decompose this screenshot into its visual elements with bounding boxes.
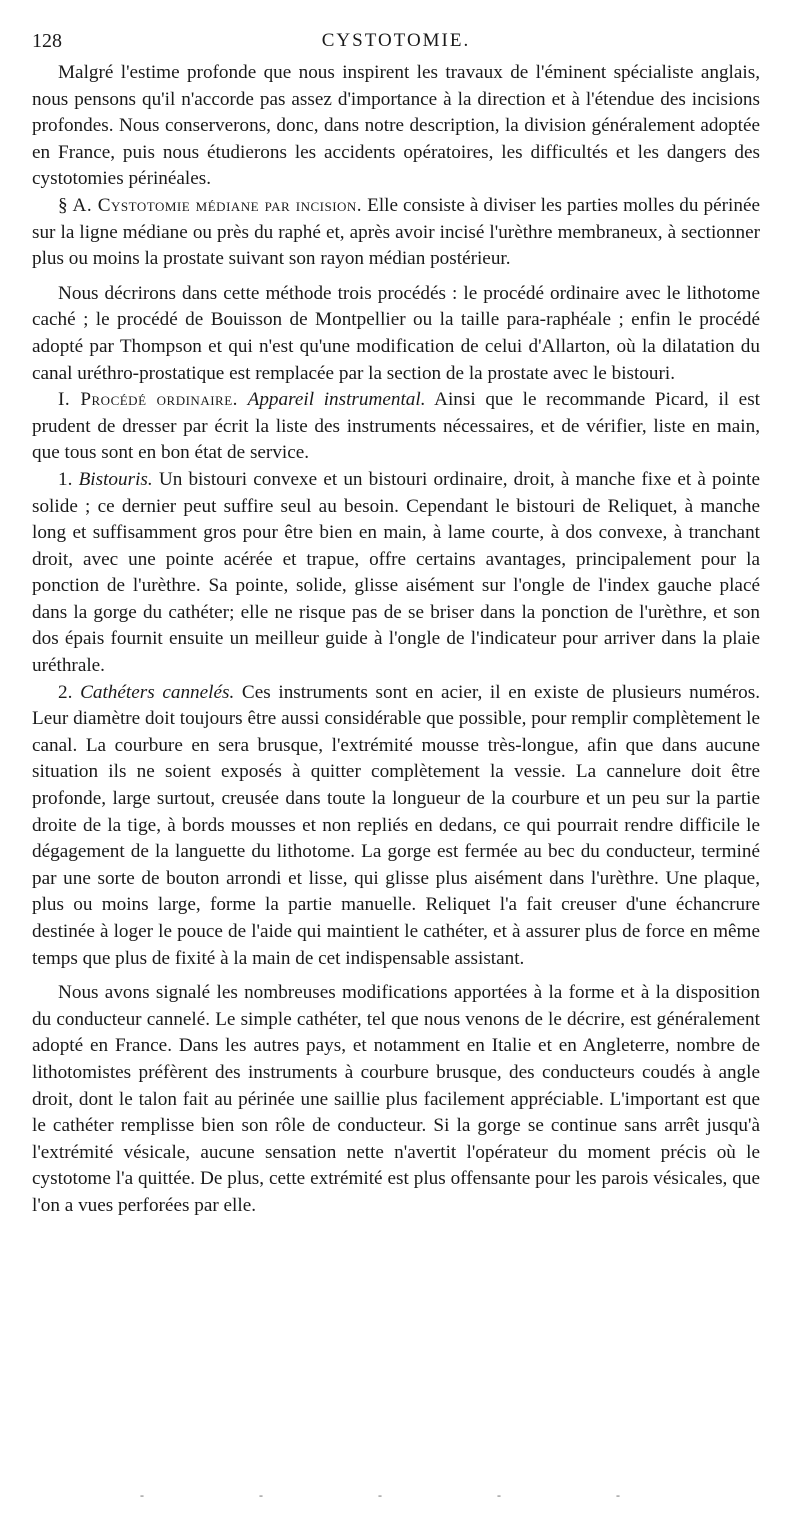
page-header (32, 30, 760, 60)
paragraph-procedures: Nous décrirons dans cette méthode trois procédés : le procédé ordinaire avec le lithotome caché ; le procédé de Bouisson de Montpellier ou la taille para-raphéale ; enfin le procédé adopté par Thompson et qui n'est qu'une modification de celui d'Allarton, où la dilatation du canal uréthro-prostatique est remplacée par la section de la prostate avec le bistouri. (32, 282, 760, 384)
paragraph-intro: Malgré l'estime profonde que nous inspirent les travaux de l'éminent spécialiste anglais, nous pensons qu'il n'accorde pas assez d'importance à la direction et à l'étendue des incisions profondes. Nous conserverons, donc, dans notre description, la division généralement adoptée en France, puis nous étudierons les accidents opératoires, les difficultés et les dangers des cystotomies périnéales. (32, 62, 760, 190)
subsection-subtitle: Appareil instrumental. (247, 389, 426, 411)
item-title: Cathéters cannelés. (80, 681, 235, 703)
paragraph-bistouris: 1. Bistouris. Un bistouri convexe et un bistouri ordinaire, droit, à manche fixe et à pointe solide ; ce dernier peut suffire seul au besoin. Cependant le bistouri de Reliquet, à manche long et suffisamment gros pour être bien en main, à lame courte, à dos convexe, à tranchant droit, avec une pointe acérée et trapue, offre certains avantages, principalement pour la ponction de l'urèthre. Sa pointe, solide, glisse aisément sur l'ongle de l'index gauche placé dans la gorge du cathéter; elle ne risque pas de se briser dans la ponction de l'urèthre, et son dos épais fournit ensuite un meilleur guide à l'ongle de l'indicateur pour arriver dans la plaie uréthrale. (32, 468, 761, 677)
body-text (32, 60, 760, 1220)
page-number: 128 (32, 30, 62, 52)
item-number: 2. (58, 681, 73, 703)
page (32, 30, 760, 1220)
item-title: Bistouris. (78, 468, 153, 490)
running-title: CYSTOTOMIE. (321, 30, 471, 51)
paragraph-conducteur: Nous avons signalé les nombreuses modifications apportées à la forme et à la disposition du conducteur cannelé. Le simple cathéter, tel que nous venons de le décrire, est généralement adopté en France. Dans les autres pays, et notamment en Italie et en Angleterre, nombre de lithotomistes préfèrent des instruments à courbure brusque, des conducteurs coudés à angle droit, dont le talon fait au périnée une saillie plus facilement appréciable. L'important est que le cathéter remplisse bien son rôle de conducteur. Si la gorge se continue sans arrêt jusqu'à l'extrémité vésicale, aucune sensation nette n'avertit l'opérateur du moment précis où le cystotome l'a quittée. De plus, cette extrémité est plus offensante pour les parois vésicales, que l'on a vues perforées par elle. (32, 982, 760, 1216)
footer-marks: - - - - - (140, 1488, 676, 1502)
paragraph-catheters: 2. Cathéters cannelés. Ces instruments sont en acier, il en existe de plusieurs numéros. Leur diamètre doit toujours être aussi considérable que possible, pour remplir complètement le canal. La courbure en sera brusque, l'extrémité mousse très-longue, afin que dans aucune situation ils ne soient exposés à quitter complètement la vessie. La cannelure doit être profonde, large surtout, creusée dans toute la longueur de la courbure et un peu sur la partie droite de la tige, à bords mousses et non repliés en dedans, ce qui pourrait rendre difficile le dégagement de la languette du lithotome. La gorge est fermée au bec du conducteur, terminé par une sorte de bouton arrondi et lisse, qui glisse plus aisément dans l'urèthre. Une plaque, plus ou moins large, forme la partie manuelle. Reliquet l'a fait creuser d'une échancrure destinée à loger le pouce de l'aide qui maintient le cathéter, et à assurer plus de force en même temps que plus de fixité à la main de cet indispensable assistant. (32, 681, 761, 969)
subsection-heading: I. Procédé ordinaire. (58, 389, 238, 411)
paragraph-section-a: § A. Cystotomie médiane par incision. Elle consiste à diviser les parties molles du périnée sur la ligne médiane ou près du raphé et, après avoir incisé l'urèthre membraneux, à sectionner plus ou moins la prostate suivant son rayon médian postérieur. (32, 194, 760, 270)
item-number: 1. (58, 468, 73, 490)
paragraph-procede-ordinaire: I. Procédé ordinaire. Appareil instrumental. Ainsi que le recommande Picard, il est prudent de dresser par écrit la liste des instruments nécessaires, et de vérifier, liste en main, que tous sont en bon état de service. (32, 389, 760, 464)
section-heading: § A. Cystotomie médiane par incision. (58, 194, 363, 216)
